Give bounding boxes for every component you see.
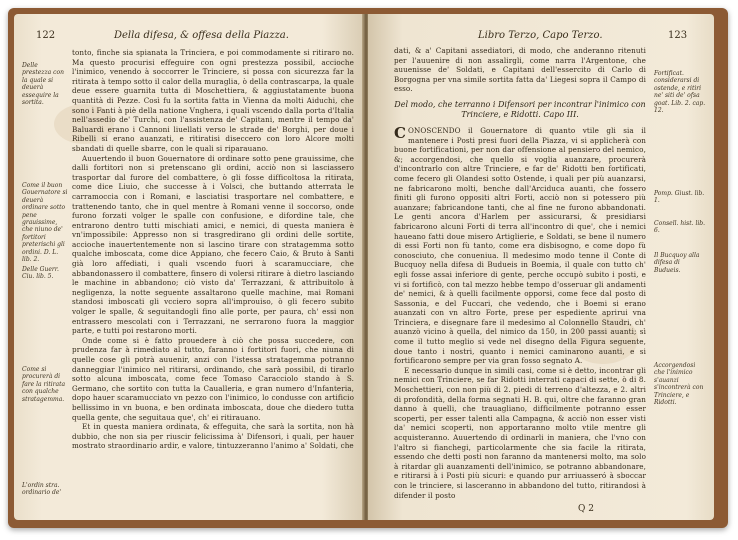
margin-note: L'ordin stra. ordinario de' bbox=[22, 482, 62, 497]
drop-capital: C bbox=[394, 126, 407, 142]
left-running-head: Della difesa, & offesa della Piazza. bbox=[114, 30, 289, 41]
right-opening-text bbox=[394, 46, 646, 96]
paragraph bbox=[394, 126, 646, 366]
chapter-title: Del modo, che terranno i Difensori per incontrar l'inimico con Trinciere, e Ridotti. Capo III. bbox=[394, 100, 646, 119]
left-body-text bbox=[72, 48, 354, 512]
paragraph: dati, & a' Capitani assediatori, di modo, che anderanno ritenuti per l'auuenire di non assalirgli, come narra l'Argentone, che auuenisse de' Soldati, e Capitani dell'essercito di Carlo di Borgogna per vna simile sortita fatta da' Liegesi sopra il Campo di esso. bbox=[394, 46, 646, 94]
right-running-head: Libro Terzo, Capo Terzo. bbox=[478, 30, 603, 41]
right-page bbox=[368, 14, 714, 520]
paragraph: Et in questa maniera ordinata, & effeguita, che sarà la sortita, non hà dubbio, che non sia per riuscir felicissima à' Difensori, i quali, per hauer mostrato straordinario ardir, e valore, tintuzzeranno l'animo a' Soldati, che bbox=[72, 422, 354, 451]
left-page bbox=[14, 14, 364, 520]
right-body-text bbox=[394, 126, 646, 506]
paragraph: E necessario dunque in simili casi, come si è detto, incontrar gli nemici con Trinciere, se far Ridotti interrati capaci di sette, ò di 8. Moschettieri, con non più di 2. piedi di terreno d'altezza, e 2. altri di profondità, della forma segnati H. B. qui, oltre che faranno gran danno à quelli, che trauagliano, difficilmente potranno esser scoperti, per esser talenti alla Campagna, & acciò non esser visti da' nemici scoperti, non apportaranno molto vtile mentre gli acquisteranno. Auuertendo di ordinarli in maniera, che l'vno con l'altro si fianchegi, particolarmente che sia facile la ritirata, essendo che detti posti non faranno da mantenersi molto, ma solo à ritardar gli auanzamenti dell'inimico, se potranno abbandonare, e ritirarsi à i Posti più sicuri: e quando pur arriuasseró à sboccar con le trinciere, si lasceranno in abbandono del tutto, ritirandosi à difender il posto bbox=[394, 365, 646, 500]
left-page-number: 122 bbox=[36, 30, 56, 41]
paragraph: tonto, finche sia spianata la Trinciera, e poi commodamente si ritiraro no. Ma questo procurisi effeguire con ogni prestezza possibil, accioche l'inimico, venendo à soccorrer le Trinciere, si possa con sicurezza far la ritirata à tempo sotto il calor della muraglia, ò della contrascarpa, la quale deue essere guarnita tutta di Moschettiera, & aggiustatamente buona quantità di Pezze. Così fu la sortita fatta in Vienna da molti Aiduchi, che sono i Fanti à piè della natione Vnghera, i quali vscendo dalla porta d'Italia nell'assedio de' Turchi, con l'assistenza de' Capitani, mentre il tempo da' Baluardi erano i Cannoni liuellati verso le strade de' Borghi, per doue i Ribelli si erano auanzati, e ritiratisi diseccero con loro Alcore molti sbandati di quelle sbarre, con le quali si riparauano. bbox=[72, 48, 354, 153]
margin-note: Consell. hist. lib. 6. bbox=[654, 220, 706, 235]
margin-note: Il Bucquoy alla difesa di Budueis. bbox=[654, 252, 700, 274]
margin-note: Delle prestezza con la quale si deuerà essequire la sortita. bbox=[22, 62, 64, 107]
paragraph: Onde come si è fatto prouedere à ciò che possa succedere, con prudenza far à rimediato al tutto, faranno i fortitori fuori, che niuna di quelle cose gli potrà auuenir, anzi con l'istessa stratagemma potranno danneggiar l'inimico nel ritirarsi, ordinando, che sarà possibil, di tirarlo sotto alcuna imboscata, come fece Tomaso Caracciolo stando à S. Germano, che sortito con tutta la Caualleria, e gran numero d'Infanteria, dopo hauer scaramucciato vn pezzo con l'inimico, lo condusse con artificio bellissimo in vn buona, e ben ordinata imboscata, doue che diedero tutta quella gente, che seguitaua que', ch' ei ritirauano. bbox=[72, 335, 354, 422]
margin-note: Come si procurerà di fare la ritirata con qualche stratagemma. bbox=[22, 366, 66, 403]
right-page-number: 123 bbox=[668, 30, 688, 41]
signature-mark: Q 2 bbox=[578, 504, 594, 514]
paragraph: Auuertendo il buon Gouernatore di ordinare sotto pene grauissime, che dalli fortitori non si pretenscano gli ordini, acciò non si lasciassero trasportar dal furore del combattere, ò gli fosse difficoltosa la ritirata, come dice Liuio, che successe à i Volsci, che buttando atterrata le carramoccia con i Romani, e lasciatisi trasportare nel combattere, e trattenendo tanto, che in quel mentre à Romani venne il soccorso, onde furono forzati volger le spalle con confusione, e difordine tale, che entrarono dentro tutti mischiati amici, e nemici, di questa maniera è vn'impossibile: Appresso non si trasgredirano gli ordini delle sortite, accioche inauertentemente non si lascino tirare con stratagemma sotto qualche imboscata, come dice Appiano, che fecero Caio, & Bruto à Santi già loro affediati, i quali vscendo fuori à scaramucciare, che abbandonassero il combattere, finsero di volersi ritirare à dietro lasciando le machine in abbandono; ciò visto da' Terrazzani, & attribuitolo à negligenza, la notte seguente assaltarono quelle machine, mai Romani standosi imboscati gli vcciero sopra all'improuiso, ò gli fecero subito volger le spalle, & seguitandogli fino alle porte, per paura, ch' essi non entrassero mescolati con i Terrazzani, ne serrarono fuora la maggior parte, e tutti poi restarono morti. bbox=[72, 153, 354, 336]
margin-note: Come il buon Gouernatore si deuerà ordinare sotto pene grauissime, che niuno de' fortitori preterischi gli ordini. D. L. lib. 2. bbox=[22, 182, 68, 264]
margin-note: Delle Guerr. Ciu. lib. 5. bbox=[22, 266, 59, 281]
margin-note: Fortificat. considerarsi di ostende, e ritiri ne' siti de' ofsa goat. Lib. 2. cap. 12. bbox=[654, 70, 706, 115]
margin-note: Accorgendosi che l'inimico s'auanzi s'incontrerà con Trinciere, e Ridotti. bbox=[654, 362, 704, 407]
margin-note: Pomp. Giust. lib. 1. bbox=[654, 190, 705, 205]
paragraph-text: ONOSCENDO il Gouernatore di quanto vtile gli sia il mantenere i Posti presi fuori della Piazza, vi si applicherà con buone fortificationi, per non dar offensione al pensiero del nemico, &; accorgendosi, che quello si voglia auanzare, procurerà d'incontrarlo con altre Trinciere, e far de' Ridotti ben fortificati, come fecero gli Olandesi sotto Ostende, i quali per più auanzarsi, ne fabricarono molti, benche dall'Arciduca auanti, che fossero finiti gli furono oppositi altri Forti, acciò non si potessero più auanzare; fabricandone tanti, che al fine ne furono abbandonati. Le genti ancora d'Harlem per assicurarsi, & presidiarsi fabricarono alcuni Forti di terra all'incontro di que', che i nemici haueano fatti doue misero Artiglierie, e Soldati, se bene il numero di essi Forti non fù tanto, come era disbisogno, e come dopo fù conosciuto, che conueniua. Il medesimo modo tenne il Conte di Bucquoy nella difesa di Budueis in Boemia, il quale con tutto ch' egli fosse assai inferiore di gente, perche occupò subito i posti, e vi si fortificò, con tal mezzo hebbe tempo d'osseruar gli andamenti de' nemici, & à quelli facilmente opporsi, come fece dal posto di Sassonia, e del Fuccari, che vedendo, che i Boemi si erano auanzati con vn altro Forte, prese per espediente aprirui vna Trinciera, e disegnare fare il medesimo al Colonnello Staudri, ch' auanzò vicino à quella, del nimico da 150, in 200 passi auanti; sì come il tutto meglio si vede nel disegno della Figura seguente, doue tanto i nostri, quanto i nemici caminarono auanti, e si fortificarono sempre per via gran fosso segnato A. bbox=[394, 126, 646, 366]
